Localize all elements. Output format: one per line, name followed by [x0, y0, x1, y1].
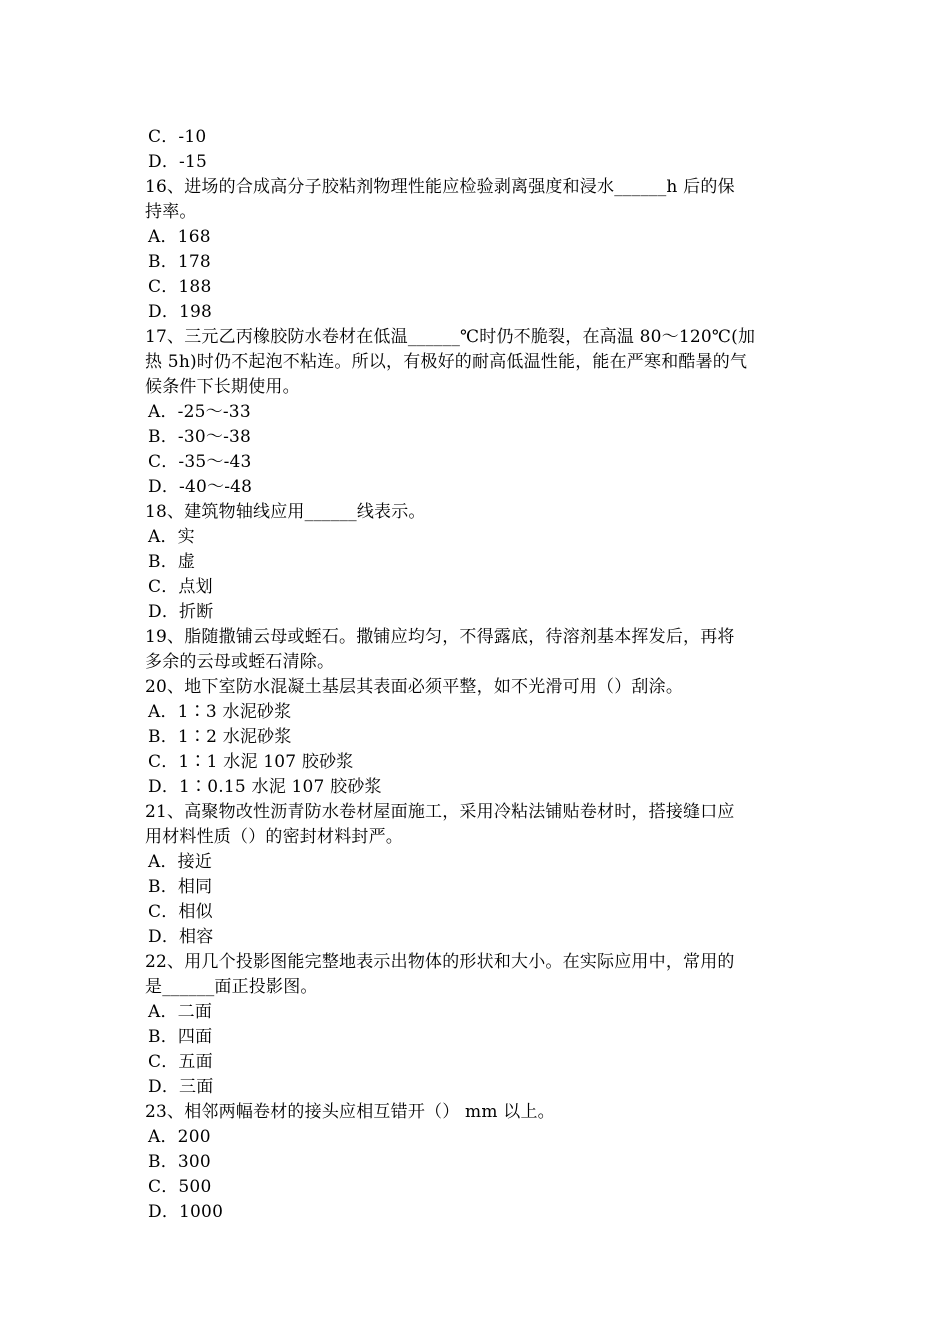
answer-option: C．相似 — [148, 902, 213, 922]
answer-option: C．五面 — [148, 1052, 213, 1072]
question-text: 热 5h)时仍不起泡不粘连。所以，有极好的耐高低温性能，能在严寒和酷暑的气 — [145, 352, 748, 372]
answer-option: D．1∶0.15 水泥 107 胶砂浆 — [148, 777, 382, 797]
answer-option: D．折断 — [148, 602, 214, 622]
answer-option: C．500 — [148, 1177, 212, 1197]
answer-option: C．点划 — [148, 577, 213, 597]
question-text: 持率。 — [145, 202, 197, 222]
answer-option: B．四面 — [148, 1027, 213, 1047]
answer-option: B．相同 — [148, 877, 213, 897]
question-text: 16、进场的合成高分子胶粘剂物理性能应检验剥离强度和浸水______h 后的保 — [145, 177, 735, 197]
answer-option: B．300 — [148, 1152, 211, 1172]
answer-option: D．三面 — [148, 1077, 214, 1097]
question-text: 19、脂随撒铺云母或蛭石。撒铺应均匀，不得露底，待溶剂基本挥发后，再将 — [145, 627, 735, 647]
question-text: 是______面正投影图。 — [145, 977, 318, 997]
answer-option: B．1∶2 水泥砂浆 — [148, 727, 292, 747]
question-text: 17、三元乙丙橡胶防水卷材在低温______℃时仍不脆裂，在高温 80～120℃(加 — [145, 327, 756, 347]
answer-option: B．-30～-38 — [148, 427, 252, 447]
answer-option: B．178 — [148, 252, 211, 272]
question-text: 18、建筑物轴线应用______线表示。 — [145, 502, 426, 522]
answer-option: A．二面 — [148, 1002, 213, 1022]
answer-option: D．相容 — [148, 927, 214, 947]
question-text: 23、相邻两幅卷材的接头应相互错开（） mm 以上。 — [145, 1102, 555, 1122]
answer-option: B．虚 — [148, 552, 196, 572]
answer-option: A．200 — [148, 1127, 211, 1147]
question-text: 20、地下室防水混凝土基层其表面必须平整，如不光滑可用（）刮涂。 — [145, 677, 684, 697]
answer-option: A．实 — [148, 527, 195, 547]
answer-option: C．1∶1 水泥 107 胶砂浆 — [148, 752, 354, 772]
question-text: 22、用几个投影图能完整地表示出物体的形状和大小。在实际应用中，常用的 — [145, 952, 735, 972]
answer-option: D．1000 — [148, 1202, 224, 1222]
answer-option: D．198 — [148, 302, 213, 322]
question-text: 21、高聚物改性沥青防水卷材屋面施工，采用冷粘法铺贴卷材时，搭接缝口应 — [145, 802, 735, 822]
answer-option: A．168 — [148, 227, 211, 247]
answer-option: C．-10 — [148, 127, 207, 147]
document-body — [145, 125, 810, 1225]
question-text: 多余的云母或蛭石清除。 — [145, 652, 335, 672]
question-text: 用材料性质（）的密封材料封严。 — [145, 827, 403, 847]
answer-option: A．接近 — [148, 852, 213, 872]
answer-option: C．188 — [148, 277, 212, 297]
answer-option: D．-15 — [148, 152, 208, 172]
answer-option: A．1∶3 水泥砂浆 — [148, 702, 292, 722]
question-text: 候条件下长期使用。 — [145, 377, 300, 397]
answer-option: A．-25～-33 — [148, 402, 251, 422]
answer-option: C．-35～-43 — [148, 452, 252, 472]
answer-option: D．-40～-48 — [148, 477, 253, 497]
